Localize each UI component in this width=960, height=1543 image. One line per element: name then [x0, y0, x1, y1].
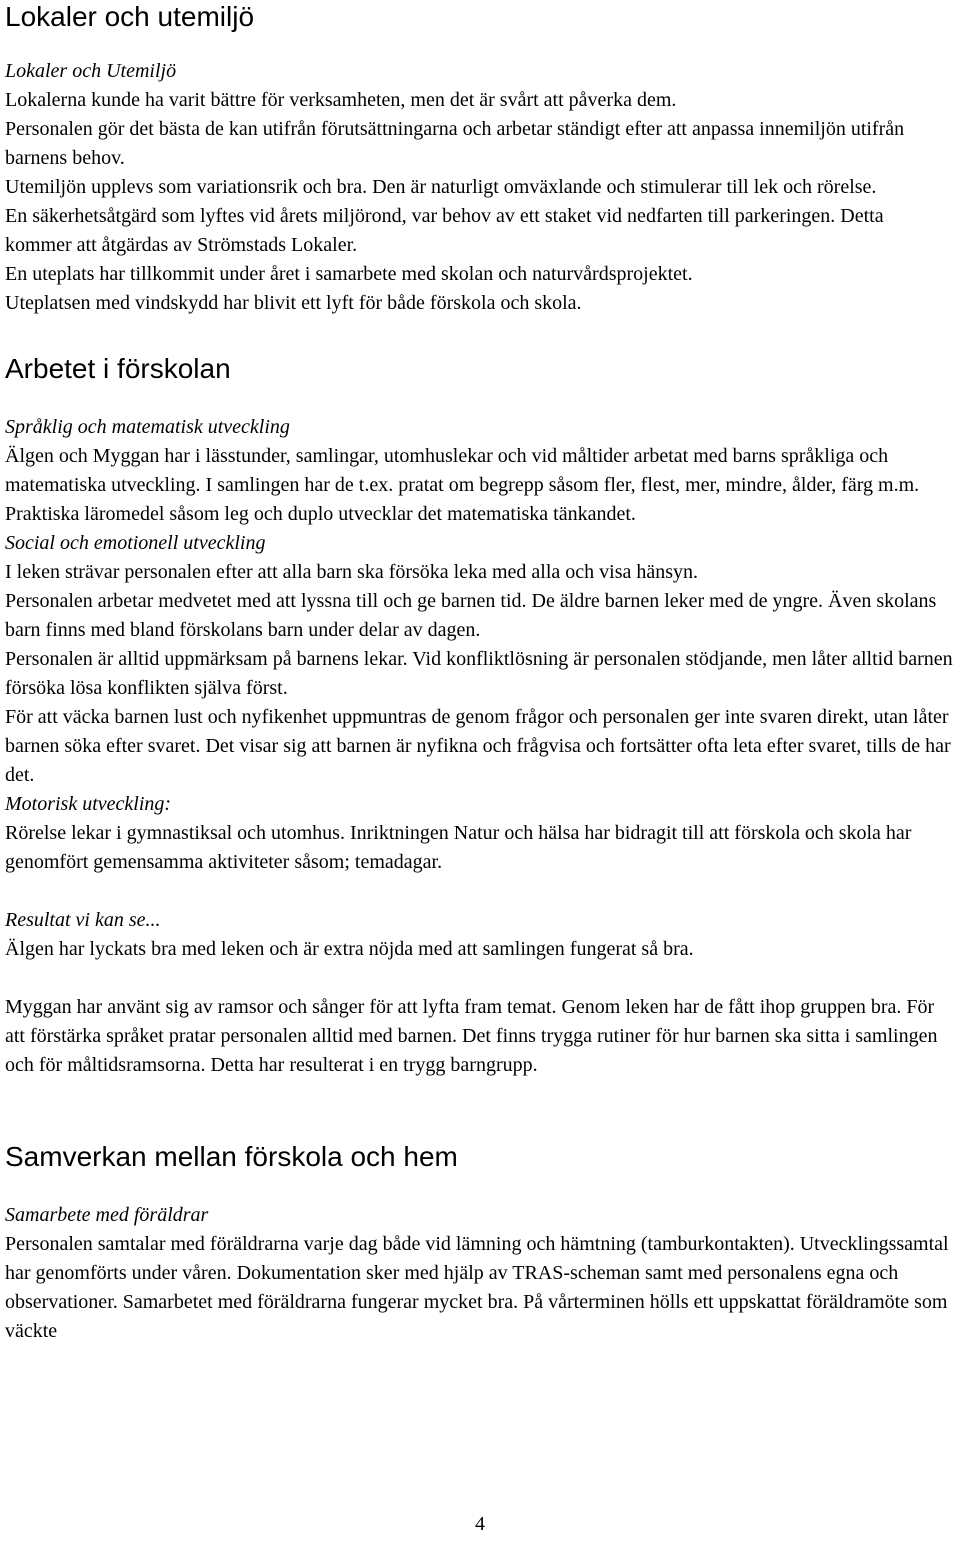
page-number: 4	[475, 1513, 485, 1535]
heading-samverkan: Samverkan mellan förskola och hem	[5, 1141, 458, 1172]
spacer	[5, 386, 955, 413]
paragraph: Utemiljön upplevs som variationsrik och bra. Den är naturligt omväxlande och stimulerar till lek och rörelse.	[5, 176, 877, 198]
paragraph: För att väcka barnen lust och nyfikenhet uppmuntras de genom frågor och personalen ger inte svaren direkt, utan låter barnen söka efter svaret. Det visar sig att barnen är nyfikna och frågvisa och fortsätter ofta leta efter svaret, tills de har det.	[5, 706, 951, 786]
subheading-motorik: Motorisk utveckling:	[5, 793, 172, 815]
paragraph: Personalen är alltid uppmärksam på barnens lekar. Vid konfliktlösning är personalen stödjande, men låter alltid barnen försöka lösa konflikten själva först.	[5, 648, 953, 699]
paragraph: Personalen samtalar med föräldrarna varje dag både vid lämning och hämtning (tamburkontakten). Utvecklingssamtal har genomförts under våren. Dokumentation sker med hjälp av TRAS-scheman samt med personalens egna och observationer. Samarbetet med föräldrarna fungerar mycket bra. På vårterminen hölls ett uppskattat föräldramöte som väckte	[5, 1233, 949, 1342]
spacer	[5, 1174, 955, 1201]
subheading-sprak: Språklig och matematisk utveckling	[5, 416, 290, 438]
spacer	[5, 34, 955, 57]
spacer	[5, 964, 955, 993]
paragraph: Älgen och Myggan har i lässtunder, samlingar, utomhuslekar och vid måltider arbetat med barns språkliga och matematiska utveckling. I samlingen har de t.ex. pratat om begrepp såsom fler, flest, mer, mindre, ålder, färg m.m. Praktiska läromedel såsom leg och duplo utvecklar det matematiska tänkandet.	[5, 445, 920, 525]
subheading-social: Social och emotionell utveckling	[5, 532, 266, 554]
paragraph: Lokalerna kunde ha varit bättre för verksamheten, men det är svårt att påverka dem.	[5, 89, 677, 111]
subheading-foraldrar: Samarbete med föräldrar	[5, 1204, 209, 1226]
document-page	[5, 0, 955, 1346]
spacer	[5, 318, 955, 352]
heading-arbetet: Arbetet i förskolan	[5, 353, 231, 384]
paragraph: Uteplatsen med vindskydd har blivit ett lyft för både förskola och skola.	[5, 292, 582, 314]
subheading-lokaler: Lokaler och Utemiljö	[5, 60, 177, 82]
spacer	[5, 1080, 955, 1140]
paragraph: Myggan har använt sig av ramsor och sånger för att lyfta fram temat. Genom leken har de fått ihop gruppen bra. För att förstärka språket pratar personalen alltid med barnen. Det finns trygga rutiner för hur barnen ska sitta i samlingen och för måltidsramsorna. Detta har resulterat i en trygg barngrupp.	[5, 996, 938, 1076]
heading-lokaler: Lokaler och utemiljö	[5, 1, 255, 32]
paragraph: I leken strävar personalen efter att alla barn ska försöka leka med alla och visa hänsyn.	[5, 561, 699, 583]
paragraph: Rörelse lekar i gymnastiksal och utomhus. Inriktningen Natur och hälsa har bidragit till att förskola och skola har genomfört gemensamma aktiviteter såsom; temadagar.	[5, 822, 912, 873]
paragraph: Älgen har lyckats bra med leken och är extra nöjda med att samlingen fungerat så bra.	[5, 938, 694, 960]
paragraph: En uteplats har tillkommit under året i samarbete med skolan och naturvårdsprojektet.	[5, 263, 693, 285]
paragraph: En säkerhetsåtgärd som lyftes vid årets miljörond, var behov av ett staket vid nedfarten till parkeringen. Detta kommer att åtgärdas av Strömstads Lokaler.	[5, 205, 884, 256]
paragraph: Personalen gör det bästa de kan utifrån förutsättningarna och arbetar ständigt efter att anpassa innemiljön utifrån barnens behov.	[5, 118, 905, 169]
spacer	[5, 877, 955, 906]
paragraph: Personalen arbetar medvetet med att lyssna till och ge barnen tid. De äldre barnen leker med de yngre. Även skolans barn finns med bland förskolans barn under delar av dagen.	[5, 590, 937, 641]
subheading-resultat: Resultat vi kan se...	[5, 909, 161, 931]
